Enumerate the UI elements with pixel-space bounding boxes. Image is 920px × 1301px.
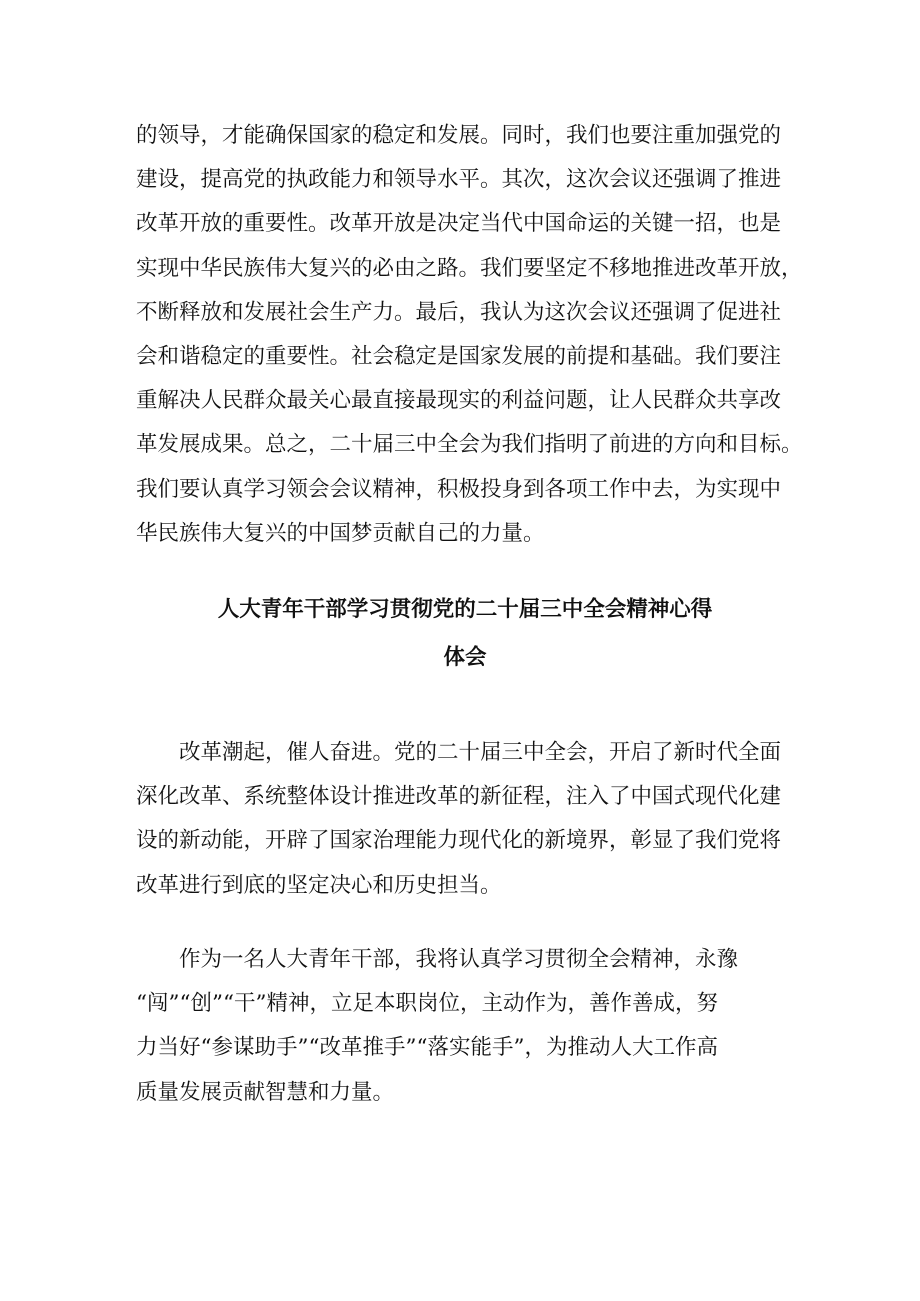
text-line: 华民族伟大复兴的中国梦贡献自己的力量。 xyxy=(136,520,545,546)
text-line: 设的新动能，开辟了国家治理能力现代化的新境界，彰显了我们党将 xyxy=(136,828,782,854)
text-line: 作为一名人大青年干部，我将认真学习贯彻全会精神，永豫 xyxy=(136,947,739,972)
article-title-line-2: 体会 xyxy=(443,645,487,670)
paragraph-continued xyxy=(136,114,803,556)
text-line: “闯”“创”“干”精神，立足本职岗位，主动作为，善作善成，努 xyxy=(136,991,718,1017)
text-line: 深化改革、系统整体设计推进改革的新征程，注入了中国式现代化建 xyxy=(136,784,782,810)
paragraph-commitment xyxy=(136,938,788,1115)
text-line: 质量发展贡献智慧和力量。 xyxy=(136,1079,395,1105)
text-line: 改革潮起，催人奋进。党的二十届三中全会，开启了新时代全面 xyxy=(136,740,782,765)
text-line: 力当好“参谋助手”“改革推手”“落实能手”，为推动人大工作高 xyxy=(136,1035,718,1061)
article-title-line-1: 人大青年干部学习贯彻党的二十届三中全会精神心得 xyxy=(217,597,713,622)
text-line: 不断释放和发展社会生产力。最后，我认为这次会议还强调了促进社 xyxy=(136,299,782,325)
text-line: 会和谐稳定的重要性。社会稳定是国家发展的前提和基础。我们要注 xyxy=(136,343,782,369)
text-line: 改革进行到底的坚定决心和历史担当。 xyxy=(136,872,502,898)
text-line: 改革开放的重要性。改革开放是决定当代中国命运的关键一招，也是 xyxy=(136,211,782,237)
text-line: 的领导，才能确保国家的稳定和发展。同时，我们也要注重加强党的 xyxy=(136,123,782,148)
paragraph-intro xyxy=(136,731,788,908)
text-line: 实现中华民族伟大复兴的必由之路。我们要坚定不移地推进改革开放， xyxy=(136,255,803,281)
text-line: 革发展成果。总之，二十届三中全会为我们指明了前进的方向和目标。 xyxy=(136,432,803,458)
text-line: 建设，提高党的执政能力和领导水平。其次，这次会议还强调了推进 xyxy=(136,167,782,193)
text-line: 重解决人民群众最关心最直接最现实的利益问题，让人民群众共享改 xyxy=(136,388,782,414)
text-line: 我们要认真学习领会会议精神，积极投身到各项工作中去，为实现中 xyxy=(136,476,782,502)
